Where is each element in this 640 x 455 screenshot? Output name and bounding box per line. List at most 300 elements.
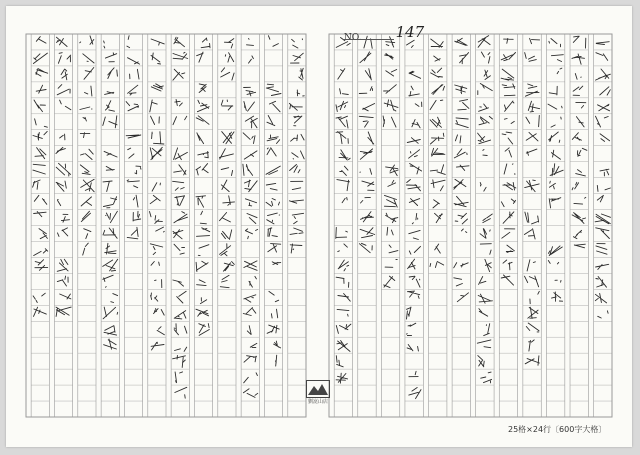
handwritten-glyph [196, 309, 209, 316]
handwritten-glyph [126, 102, 139, 111]
handwritten-glyph [360, 228, 375, 238]
handwritten-glyph [338, 294, 350, 302]
handwritten-glyph [600, 134, 610, 142]
handwritten-glyph [478, 356, 484, 367]
handwritten-glyph [33, 164, 45, 174]
handwritten-glyph [33, 131, 47, 140]
handwritten-glyph [336, 101, 348, 111]
handwritten-glyph [480, 229, 490, 239]
handwritten-glyph [104, 326, 117, 336]
handwritten-glyph [434, 56, 441, 61]
handwritten-glyph [384, 195, 397, 207]
handwritten-glyph [128, 148, 134, 158]
handwritten-glyph [484, 324, 490, 336]
handwritten-glyph [80, 133, 90, 138]
handwritten-glyph [35, 148, 46, 159]
paper-format-note: 25格×24行〔600字大格〕 [508, 425, 607, 434]
handwritten-glyph [83, 117, 86, 121]
handwritten-glyph [243, 133, 255, 144]
page-number-field [344, 23, 425, 44]
handwritten-glyph [36, 85, 46, 93]
handwritten-glyph [336, 116, 348, 128]
handwritten-glyph [362, 181, 374, 190]
handwritten-glyph [410, 164, 422, 175]
handwritten-glyph [342, 197, 347, 202]
handwritten-glyph [58, 228, 68, 237]
handwritten-glyph [387, 227, 393, 235]
handwritten-glyph [34, 100, 45, 112]
handwritten-glyph [34, 249, 48, 256]
handwritten-glyph [454, 149, 467, 158]
handwritten-glyph [551, 55, 563, 62]
handwritten-glyph [152, 183, 160, 191]
handwritten-glyph [573, 86, 583, 95]
handwritten-glyph [431, 39, 444, 47]
handwritten-glyph [430, 165, 445, 175]
handwritten-glyph [386, 70, 397, 77]
handwritten-glyph [60, 134, 65, 140]
handwritten-glyph [430, 117, 441, 127]
handwritten-glyph [266, 183, 277, 190]
handwritten-glyph [196, 196, 206, 207]
handwritten-glyph [576, 102, 586, 108]
handwritten-glyph [457, 293, 468, 302]
handwritten-glyph [268, 36, 278, 47]
handwritten-glyph [360, 149, 372, 159]
handwritten-glyph [269, 291, 279, 301]
handwritten-glyph [85, 86, 92, 96]
handwritten-glyph [174, 37, 185, 47]
handwritten-glyph [337, 180, 350, 191]
handwritten-glyph [455, 85, 467, 94]
page-number-label: NO. [344, 33, 362, 43]
handwritten-glyph [407, 180, 421, 191]
handwritten-glyph [174, 324, 187, 335]
handwritten-glyph [39, 229, 47, 239]
handwritten-glyph [455, 135, 461, 143]
handwritten-glyph [336, 132, 348, 144]
handwritten-glyph [292, 213, 303, 223]
handwritten-glyph [501, 53, 515, 61]
handwritten-glyph [58, 53, 70, 64]
handwritten-glyph [359, 243, 372, 252]
handwritten-glyph [528, 307, 538, 318]
publisher-stamp-label: 劉崑山店 [307, 399, 328, 405]
handwritten-glyph [33, 53, 47, 63]
handwritten-glyph [525, 180, 540, 192]
handwritten-glyph [81, 197, 92, 206]
handwritten-glyph [150, 100, 157, 112]
handwritten-glyph [290, 244, 302, 253]
handwritten-glyph [57, 259, 68, 271]
handwritten-glyph [268, 228, 277, 237]
handwritten-glyph [150, 147, 162, 159]
handwritten-glyph [173, 116, 187, 125]
handwritten-glyph [549, 86, 557, 95]
handwritten-glyph [359, 116, 373, 127]
handwritten-glyph [243, 308, 256, 316]
handwritten-glyph [105, 53, 116, 62]
mountain-stamp-icon [306, 380, 330, 398]
handwritten-glyph [35, 260, 48, 271]
handwritten-glyph [266, 166, 280, 174]
handwritten-glyph [525, 212, 539, 224]
handwritten-glyph [526, 116, 539, 127]
handwritten-glyph [430, 133, 444, 144]
handwritten-glyph [151, 39, 164, 45]
handwritten-glyph [573, 230, 581, 238]
handwritten-glyph [524, 229, 535, 239]
handwritten-glyph [480, 183, 486, 192]
handwritten-glyph [503, 182, 516, 190]
handwritten-glyph [297, 90, 304, 96]
handwritten-glyph [502, 84, 515, 96]
handwritten-glyph [35, 119, 48, 127]
handwritten-glyph [360, 169, 372, 175]
handwritten-glyph [105, 92, 114, 95]
handwritten-glyph [173, 52, 188, 59]
handwritten-glyph [243, 389, 257, 398]
handwritten-glyph [220, 275, 229, 287]
handwritten-glyph [572, 213, 586, 224]
handwritten-glyph [245, 116, 257, 128]
handwritten-glyph [104, 197, 117, 208]
handwritten-glyph [276, 355, 277, 366]
handwritten-glyph [503, 212, 514, 224]
handwritten-glyph [412, 213, 417, 223]
handwritten-glyph [58, 199, 61, 205]
handwritten-glyph [478, 36, 490, 48]
handwritten-glyph [505, 148, 511, 157]
handwritten-glyph [196, 116, 209, 125]
handwritten-glyph [103, 228, 117, 238]
handwritten-glyph [386, 213, 398, 222]
handwritten-glyph [506, 245, 514, 252]
handwritten-glyph [595, 214, 610, 224]
handwritten-glyph [577, 148, 587, 156]
handwritten-glyph [407, 323, 416, 335]
handwritten-glyph [56, 163, 70, 176]
handwritten-glyph [435, 213, 443, 222]
handwritten-glyph [576, 170, 586, 176]
handwritten-glyph [175, 387, 187, 398]
handwritten-glyph [456, 165, 469, 170]
handwritten-glyph [151, 84, 163, 91]
handwritten-glyph [56, 147, 66, 153]
handwritten-glyph [36, 37, 46, 44]
handwritten-glyph [130, 69, 139, 79]
handwritten-glyph [200, 211, 206, 224]
handwritten-glyph [409, 71, 421, 78]
handwritten-glyph [57, 85, 70, 95]
handwritten-glyph [155, 280, 162, 288]
handwritten-glyph [127, 36, 130, 48]
handwritten-glyph [431, 180, 445, 191]
handwritten-glyph [201, 38, 210, 48]
handwritten-glyph [173, 69, 185, 80]
handwritten-glyph [222, 132, 234, 144]
handwritten-glyph [290, 228, 303, 234]
handwritten-glyph [151, 342, 164, 350]
handwritten-glyph [267, 135, 280, 144]
handwritten-glyph [221, 180, 229, 192]
handwritten-glyph [549, 132, 560, 142]
handwritten-glyph [200, 298, 206, 304]
handwritten-glyph [409, 150, 420, 159]
handwritten-glyph [361, 197, 371, 203]
handwritten-glyph [384, 276, 395, 288]
handwritten-glyph [552, 292, 563, 301]
handwritten-glyph [104, 41, 105, 48]
handwritten-glyph [337, 341, 350, 352]
handwritten-glyph [338, 244, 348, 252]
handwritten-glyph [412, 120, 420, 128]
handwritten-glyph [80, 107, 92, 110]
handwritten-glyph [151, 116, 160, 124]
handwritten-glyph [291, 134, 305, 141]
handwritten-glyph [461, 229, 466, 233]
handwritten-glyph [267, 325, 279, 333]
handwritten-glyph [81, 149, 94, 159]
handwritten-glyph [133, 211, 141, 221]
handwritten-glyph [409, 276, 420, 287]
handwritten-glyph [244, 180, 257, 192]
handwritten-glyph [174, 244, 185, 254]
handwritten-glyph [530, 38, 540, 43]
handwritten-glyph [151, 293, 158, 301]
handwritten-glyph [244, 87, 256, 96]
handwritten-glyph [368, 132, 374, 144]
handwritten-glyph [596, 69, 611, 80]
handwritten-glyph [336, 373, 348, 383]
handwritten-glyph [103, 307, 118, 319]
handwritten-glyph [502, 229, 515, 238]
handwritten-glyph [555, 280, 561, 282]
handwritten-glyph [250, 343, 256, 347]
handwritten-glyph [360, 52, 371, 63]
handwritten-glyph [460, 53, 469, 64]
handwritten-glyph [596, 277, 607, 288]
handwritten-glyph [197, 133, 204, 144]
handwritten-glyph [338, 69, 345, 80]
handwritten-glyph [525, 356, 539, 366]
handwritten-glyph [549, 181, 555, 189]
handwritten-glyph [223, 262, 234, 272]
handwritten-glyph [106, 166, 114, 170]
handwritten-glyph [596, 264, 609, 269]
handwritten-glyph [572, 182, 579, 190]
handwritten-glyph [363, 104, 375, 111]
handwritten-glyph [268, 244, 281, 253]
handwritten-glyph [336, 277, 349, 287]
handwritten-glyph [596, 228, 610, 239]
handwritten-glyph [244, 356, 257, 363]
handwritten-glyph [576, 117, 584, 127]
handwritten-glyph [478, 133, 491, 144]
handwritten-glyph [34, 307, 47, 316]
handwritten-glyph [525, 53, 537, 62]
handwritten-glyph [435, 244, 441, 253]
handwritten-glyph [407, 138, 420, 144]
handwritten-glyph [196, 261, 208, 271]
handwritten-glyph [104, 151, 117, 157]
handwritten-glyph [504, 119, 514, 124]
handwritten-glyph [197, 100, 209, 112]
handwritten-glyph [81, 179, 95, 192]
handwritten-glyph [294, 116, 302, 126]
handwritten-glyph [151, 53, 161, 64]
handwritten-glyph [454, 263, 469, 268]
handwritten-glyph [479, 277, 486, 285]
handwritten-glyph [104, 339, 117, 349]
handwritten-glyph [600, 87, 611, 95]
handwritten-glyph [198, 245, 209, 256]
handwritten-glyph [173, 230, 183, 239]
handwritten-glyph [530, 291, 539, 303]
handwritten-glyph [549, 39, 561, 47]
handwritten-glyph [221, 100, 233, 110]
handwritten-glyph [551, 150, 560, 159]
handwritten-glyph [526, 132, 538, 141]
handwritten-glyph [415, 102, 422, 107]
handwritten-glyph [244, 373, 258, 383]
handwritten-glyph [269, 101, 280, 112]
handwritten-glyph [430, 262, 444, 268]
handwritten-glyph [244, 295, 256, 302]
handwritten-glyph [34, 195, 47, 204]
handwritten-glyph [128, 85, 138, 95]
handwritten-glyph [150, 195, 160, 203]
handwritten-glyph [574, 244, 585, 248]
manuscript-sheet [6, 6, 632, 447]
handwritten-glyph [244, 151, 257, 159]
handwritten-glyph [84, 68, 94, 80]
handwritten-glyph [385, 260, 397, 268]
handwritten-glyph [154, 309, 165, 316]
handwritten-glyph [481, 52, 490, 63]
handwritten-glyph [80, 165, 90, 175]
handwritten-glyph [432, 148, 445, 156]
handwritten-glyph [56, 181, 66, 191]
handwritten-glyph [151, 262, 159, 266]
handwritten-glyph [173, 356, 186, 368]
handwritten-glyph [299, 68, 303, 80]
handwritten-glyph [103, 275, 113, 287]
handwritten-glyph [126, 135, 141, 138]
handwritten-glyph [596, 244, 607, 255]
handwritten-glyph [455, 213, 467, 224]
handwritten-glyph [454, 278, 463, 286]
handwritten-glyph [128, 58, 140, 64]
handwritten-glyph [574, 197, 586, 204]
handwritten-glyph [267, 148, 276, 156]
handwritten-glyph [433, 200, 439, 208]
handwritten-glyph [483, 150, 487, 156]
handwritten-glyph [249, 276, 256, 287]
handwritten-glyph [503, 260, 512, 270]
handwritten-glyph [243, 164, 253, 175]
handwritten-glyph [175, 347, 187, 351]
handwritten-glyph [108, 68, 118, 79]
handwritten-glyph [291, 53, 304, 63]
handwritten-glyph [528, 101, 539, 112]
handwritten-glyph [409, 86, 420, 96]
handwritten-glyph [336, 227, 348, 238]
handwritten-glyph [174, 165, 186, 175]
handwritten-glyph [501, 69, 514, 80]
handwritten-glyph [223, 196, 235, 206]
handwritten-glyph [198, 151, 209, 157]
handwritten-glyph [174, 148, 188, 160]
handwritten-glyph [504, 164, 515, 175]
handwritten-glyph [573, 36, 586, 48]
handwritten-glyph [477, 340, 491, 348]
handwritten-glyph [56, 307, 71, 316]
handwritten-glyph [340, 166, 348, 175]
handwritten-glyph [595, 294, 606, 303]
handwritten-glyph [389, 245, 398, 253]
handwritten-glyph [504, 38, 514, 43]
handwritten-glyph [479, 309, 488, 317]
handwritten-glyph [289, 103, 302, 110]
handwritten-glyph [83, 243, 89, 255]
handwritten-glyph [60, 294, 71, 299]
handwritten-glyph [81, 211, 90, 221]
handwritten-glyph [597, 195, 603, 202]
handwritten-glyph [485, 259, 491, 271]
handwritten-glyph [244, 261, 257, 270]
handwritten-glyph [384, 100, 398, 111]
handwritten-glyph [478, 294, 492, 303]
handwritten-glyph [83, 54, 94, 63]
handwritten-glyph [504, 101, 514, 111]
handwritten-glyph [526, 323, 539, 332]
handwritten-glyph [455, 38, 467, 45]
handwritten-glyph [598, 311, 608, 318]
handwritten-glyph [291, 181, 303, 189]
handwritten-glyph [249, 56, 254, 63]
handwritten-glyph [409, 246, 420, 254]
handwritten-glyph [105, 243, 116, 254]
handwritten-glyph [80, 36, 94, 45]
handwritten-glyph [456, 118, 469, 128]
handwritten-glyph [224, 39, 233, 48]
handwritten-glyph [596, 42, 609, 45]
handwritten-glyph [361, 212, 374, 222]
handwritten-glyph [60, 100, 71, 110]
handwritten-glyph [292, 39, 303, 48]
handwritten-glyph [221, 230, 231, 240]
handwritten-glyph [409, 388, 421, 399]
handwritten-glyph [551, 117, 561, 127]
handwritten-glyph [384, 85, 397, 94]
right-half-grid [329, 34, 612, 417]
handwritten-glyph [337, 309, 349, 316]
handwritten-glyph [57, 276, 68, 286]
handwritten-glyph [572, 54, 585, 64]
handwritten-glyph [247, 39, 254, 46]
handwritten-glyph [596, 53, 608, 61]
handwritten-glyph [173, 181, 185, 190]
handwritten-glyph [596, 116, 609, 127]
handwritten-glyph [525, 276, 539, 287]
handwritten-glyph [479, 116, 493, 124]
handwritten-glyph [557, 68, 562, 74]
handwritten-glyph [408, 259, 416, 269]
handwritten-glyph [103, 259, 118, 271]
handwritten-glyph [173, 280, 184, 286]
handwritten-glyph [106, 211, 118, 223]
